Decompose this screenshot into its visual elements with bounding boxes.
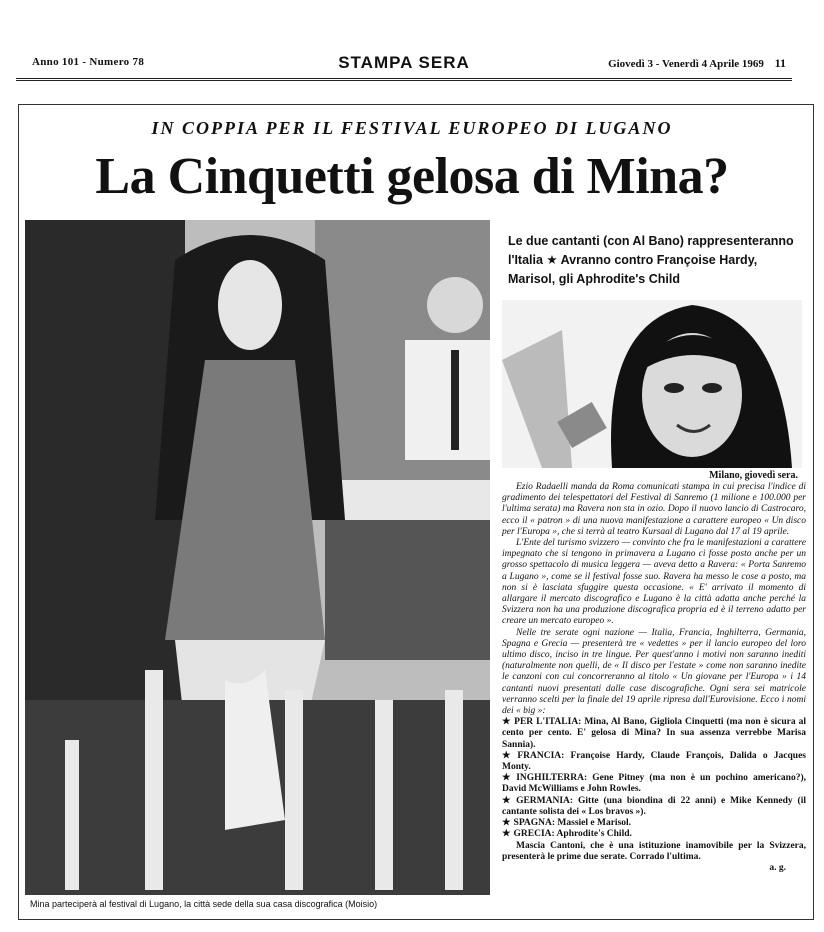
star-icon: ★ [502, 795, 514, 806]
list-item-text: INGHILTERRA: Gene Pitney (ma non è un pochino americano?), David McWilliams e John Rowles. [502, 773, 806, 795]
article-subhead: Le due cantanti (con Al Bano) rappresenteranno l'Italia ★ Avranno contro Françoise Hardy, Marisol, gli Aphrodite's Child [508, 234, 794, 286]
date-text: Giovedì 3 - Venerdì 4 Aprile 1969 [608, 58, 764, 70]
issue-number: Anno 101 - Numero 78 [32, 56, 145, 68]
paragraph: Ezio Radaelli manda da Roma comunicati stampa in cui precisa l'indice di gradimento dei telespettatori del Festival di Sanremo (1 milione e 100.000 per l'ultima serata) ma Ravera non sta in ozio. Dopo il nuovo lancio di Castrocaro, ecco il « patron » di una nuova manifestazione a carattere europeo « Un disco per l'Europa », che si terrà al teatro Kursaal di Lugano dal 17 al 19 aprile. [502, 482, 806, 537]
star-icon: ★ [502, 717, 512, 728]
list-item-text: SPAGNA: Massiel e Marisol. [513, 818, 632, 829]
author-signature: a. g. [769, 862, 786, 873]
main-photo-caption: Mina parteciperà al festival di Lugano, la città sede della sua casa discografica (Moisio) [30, 899, 378, 909]
newspaper-name: STAMPA SERA [338, 53, 470, 72]
list-item [502, 818, 806, 829]
article-body [502, 482, 806, 874]
list-item [502, 751, 806, 773]
star-icon: ★ [502, 829, 511, 840]
list-item [502, 796, 806, 818]
list-item-text: PER L'ITALIA: Mina, Al Bano, Gigliola Cinquetti (ma non è sicura al cento per cento. E' gelosa di Mina? In sua assenza verrebbe Marisa Sannia). [502, 717, 806, 750]
portrait-photo [502, 300, 802, 468]
dateline: Milano, giovedì sera. [709, 470, 798, 481]
star-icon: ★ [502, 818, 511, 829]
paragraph: Nelle tre serate ogni nazione — Italia, Francia, Inghilterra, Germania, Spagna e Grecia — presenterà tre « vedettes » per il lancio europeo del loro ultimo disco, inciso in tre lingue. Per quest'anno i motivi non saranno inediti (naturalmente non quelli, de « Il disco per l'estate » come non saranno inedite le canzoni con cui concorreranno al titolo « Un giovane per l'Europa » i 14 cantanti nuovi presentati dalle case discografiche. Ogni sera sei matricole verranno scelti per la finale del 19 aprile ripresa dall'Eurovisione. Ecco i nomi dei « big »: [502, 627, 806, 717]
star-icon: ★ [502, 773, 514, 784]
article-headline: La Cinquetti gelosa di Mina? [95, 148, 729, 205]
page-number: 11 [774, 56, 786, 70]
article-kicker: IN COPPIA PER IL FESTIVAL EUROPEO DI LUGANO [151, 118, 673, 138]
issue-date [608, 56, 786, 71]
main-photo [25, 220, 490, 895]
list-item-text: GRECIA: Aphrodite's Child. [513, 829, 632, 840]
list-item [502, 717, 806, 751]
list-item-text: FRANCIA: Françoise Hardy, Claude François, Dalida o Jacques Monty. [502, 750, 806, 773]
list-item [502, 773, 806, 795]
closing-paragraph: Mascia Cantoni, che è una istituzione inamovibile per la Svizzera, presenterà le prime due serate. Corrado l'ultima. [502, 840, 806, 862]
masthead [16, 50, 792, 81]
paragraph: L'Ente del turismo svizzero — convinto che fra le manifestazioni a carattere impegnato che si tengono in primavera a Lugano ci fosse posto anche per un grosso spettacolo di musica leggera — aveva detto a Ravera: « Porta Sanremo a Lugano », come se il festival fosse suo. Ravera ha messo le cose a posto, ma non si è lasciata sfuggire questa occasione. « E' arrivato il momento di allargare il mercato discografico e Lugano è la città adatta anche perché la Svizzera non ha una produzione discografica propria ed è il terreno adatto per creare un mercato europeo ». [502, 538, 806, 627]
list-item-text: GERMANIA: Gitte (una biondina di 22 anni) e Mike Kennedy (il cantante solista dei « Los bravos »). [502, 795, 806, 817]
star-icon: ★ [502, 750, 515, 761]
list-item [502, 829, 806, 840]
